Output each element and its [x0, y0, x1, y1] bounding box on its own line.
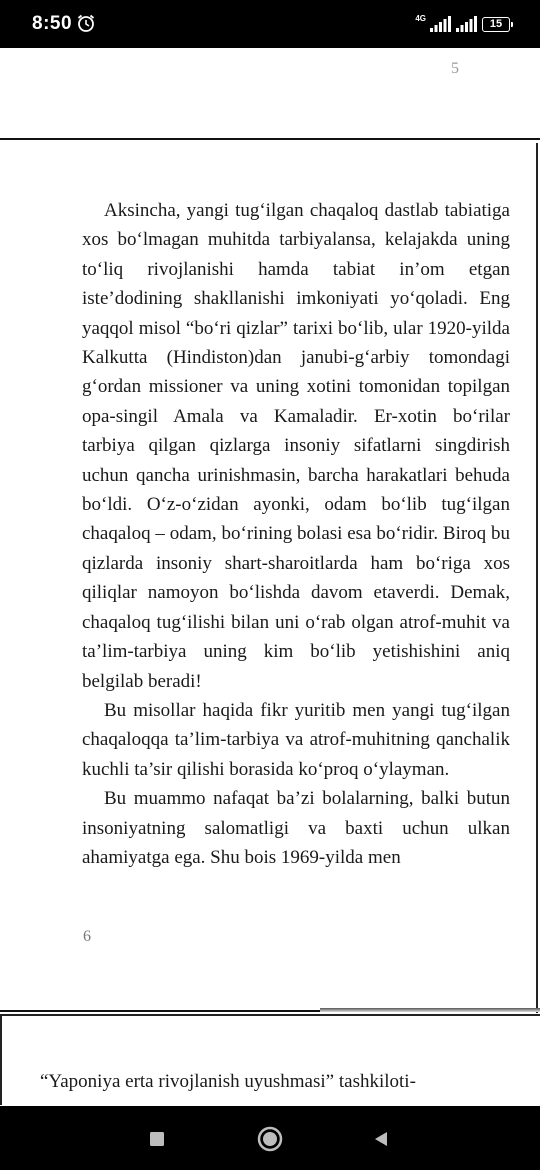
page-text: [82, 196, 510, 872]
status-icons: [415, 15, 510, 33]
previous-page-end: [0, 48, 540, 138]
next-page-first-line: “Yaponiya erta rivojlanish uyushmasi” tashkiloti-: [40, 1071, 416, 1092]
home-button[interactable]: [253, 1122, 287, 1156]
signal-strength-icon-2: [456, 16, 478, 32]
page-shadow: [320, 1008, 540, 1012]
network-type-label: 4G: [415, 14, 426, 23]
next-page-top-edge: [0, 1014, 540, 1016]
back-button[interactable]: [364, 1122, 398, 1156]
paragraph-2: Bu misollar haqida fikr yuritib men yangi tug‘ilgan chaqaloqqa ta’lim-tarbiya va atrof-muhitning qanchalik kuchli ta’sir qilishi borasida ko‘proq o‘ylayman.: [82, 699, 510, 780]
status-bar: [0, 0, 540, 48]
previous-page-number: 5: [451, 60, 459, 77]
home-icon: [256, 1125, 284, 1153]
recent-apps-button[interactable]: [140, 1122, 174, 1156]
recent-apps-icon: [149, 1131, 165, 1147]
battery-icon: 15: [482, 17, 510, 32]
status-time: 8:50: [32, 13, 73, 34]
page-edge-right: [536, 143, 538, 1013]
alarm-clock-icon: [76, 13, 96, 33]
paragraph-3: Bu muammo nafaqat ba’zi bolalarning, balki butun insoniyatning salomatligi va baxti uchun ulkan ahamiyatga ega. Shu bois 1969-yilda men: [82, 788, 510, 868]
page-number: 6: [83, 928, 91, 945]
navigation-bar: [0, 1106, 540, 1170]
back-icon: [372, 1130, 390, 1148]
signal-strength-icon: [430, 16, 452, 32]
next-page-left-edge: [0, 1015, 2, 1105]
paragraph-1: Aksincha, yangi tug‘ilgan chaqaloq dastlab tabiatiga xos bo‘lmagan muhitda tarbiyalansa, kelajakda uning to‘liq rivojlanishi hamda tabiat in’om etgan iste’dodining shakllanishi imkoniyati yo‘qoladi. Eng yaqqol misol “bo‘ri qizlar” tarixi bo‘lib, ular 1920-yilda Kalkutta (Hindiston)dan janubi-g‘arbiy tomondagi g‘ordan missioner va uning xotini tomonidan topilgan opa-singil Amala va Kamaladir. Er-xotin bo‘rilar tarbiya qilgan qizlarga insoniy sifatlarni singdirish uchun qancha urinishmasin, barcha harakatlari behuda bo‘ldi. O‘z-o‘zidan ayonki, odam bo‘lib tug‘ilgan chaqaloq – odam, bo‘rining bolasi esa bo‘ridir. Biroq bu qizlarda insoniy shart-sharoitlarda ham bo‘riga xos qiliqlar namoyon bo‘lishda davom etaverdi. Demak, chaqaloq tug‘ilishi bilan uni o‘rab olgan atrof-muhit va ta’lim-tarbiya uning kim bo‘lib yetishishini aniq belgilab beradi!: [82, 200, 510, 692]
